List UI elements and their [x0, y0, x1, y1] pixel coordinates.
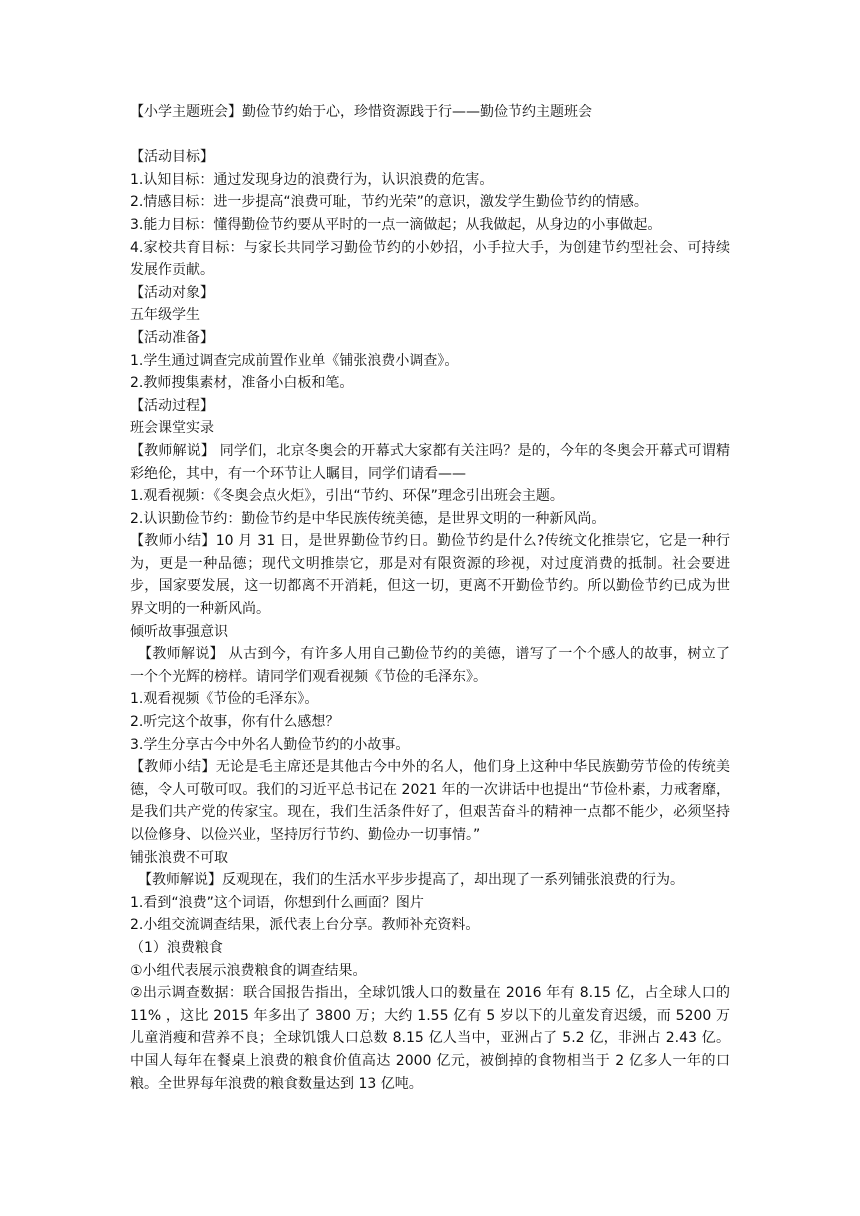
list-item: 1.观看视频：《冬奥会点火炬》，引出“节约、环保”理念引出班会主题。 — [130, 488, 564, 505]
teacher-summary: 【教师小结】10 月 31 日，是世界勤俭节约日。勤俭节约是什么?传统文化推崇它，它是一种行为，更是一种品德；现代文明推崇它，那是对有限资源的珍视，对过度消费的抵制。社会要进步，国家要发展，这一切都离不开消耗，但这一切，更离不开勤俭节约。所以勤俭节约已成为世界文明的一种新风尚。 — [130, 533, 730, 618]
goal-item: 2.情感目标：进一步提高“浪费可耻，节约光荣”的意识，激发学生勤俭节约的情感。 — [130, 194, 648, 211]
goal-item: 3.能力目标：懂得勤俭节约要从平时的一点一滴做起；从我做起，从身边的小事做起。 — [130, 216, 662, 233]
teacher-explanation: 【教师解说】 从古到今，有许多人用自己勤俭节约的美德，谱写了一个个感人的故事，树立了一个个光辉的榜样。请同学们观看视频《节俭的毛泽东》。 — [130, 646, 730, 685]
goals-heading: 【活动目标】 — [130, 149, 214, 166]
list-item: 2.小组交流调查结果，派代表上台分享。教师补充资料。 — [130, 917, 480, 934]
section-title: 倾听故事强意识 — [130, 623, 228, 640]
prep-heading: 【活动准备】 — [130, 329, 214, 346]
goal-item: 4.家校共育目标：与家长共同学习勤俭节约的小妙招，小手拉大手，为创建节约型社会、可持续发展作贡献。 — [130, 239, 730, 279]
teacher-summary: 【教师小结】无论是毛主席还是其他古今中外的名人，他们身上这种中华民族勤劳节俭的传统美德，令人可敬可叹。我们的习近平总书记在 2021 年的一次讲话中也提出“节俭朴素，力戒奢靡，是我们共产党的传家宝。现在，我们生活条件好了，但艰苦奋斗的精神一点都不能少，必须坚持以俭修身、以俭兴业，坚持厉行节约、勤俭办一切事情。” — [130, 759, 730, 843]
section-title: 铺张浪费不可取 — [130, 849, 228, 866]
list-item: 1.观看视频《节俭的毛泽东》。 — [130, 691, 319, 708]
teacher-explanation: 【教师解说】 同学们，北京冬奥会的开幕式大家都有关注吗？是的，今年的冬奥会开幕式可谓精彩绝伦，其中，有一个环节让人瞩目，同学们请看—— — [130, 442, 730, 482]
process-heading: 【活动过程】 — [130, 397, 214, 414]
target-text: 五年级学生 — [130, 307, 200, 324]
document-title: 【小学主题班会】勤俭节约始于心，珍惜资源践于行——勤俭节约主题班会 — [130, 104, 592, 120]
goal-item: 1.认知目标：通过发现身边的浪费行为，认识浪费的危害。 — [130, 171, 494, 188]
list-item: 2.听完这个故事，你有什么感想？ — [130, 714, 340, 731]
list-item: 1.看到“浪费”这个词语，你想到什么画面？图片 — [130, 894, 424, 911]
target-heading: 【活动对象】 — [130, 284, 214, 301]
prep-item: 2.教师搜集素材，准备小白板和笔。 — [130, 375, 354, 392]
list-item: 2.认识勤俭节约：勤俭节约是中华民族传统美德，是世界文明的一种新风尚。 — [130, 510, 606, 527]
teacher-explanation: 【教师解说】反观现在，我们的生活水平步步提高了，却出现了一系列铺张浪费的行为。 — [138, 872, 684, 889]
list-item: ①小组代表展示浪费粮食的调查结果。 — [130, 962, 367, 979]
subsection-title: （1）浪费粮食 — [130, 939, 223, 956]
prep-item: 1.学生通过调查完成前置作业单《铺张浪费小调查》。 — [130, 352, 459, 369]
section-title: 班会课堂实录 — [130, 420, 214, 437]
list-item: 3.学生分享古今中外名人勤俭节约的小故事。 — [130, 736, 410, 753]
document-body — [130, 101, 730, 1095]
blank-line — [130, 124, 730, 147]
list-item: ②出示调查数据：联合国报告指出，全球饥饿人口的数量在 2016 年有 8.15 亿，占全球人口的 11% ，这比 2015 年多出了 3800 万；大约 1.55 亿有 5 岁以下的儿童发育迟缓，而 5200 万儿童消瘦和营养不良；全球饥饿人口总数 8.15 亿人当中，亚洲占了 5.2 亿，非洲占 2.43 亿。中国人每年在餐桌上浪费的粮食价值高达 2000 亿元，被倒掉的食物相当于 2 亿多人一年的口粮。全世界每年浪费的粮食数量达到 13 亿吨。 — [130, 985, 730, 1092]
